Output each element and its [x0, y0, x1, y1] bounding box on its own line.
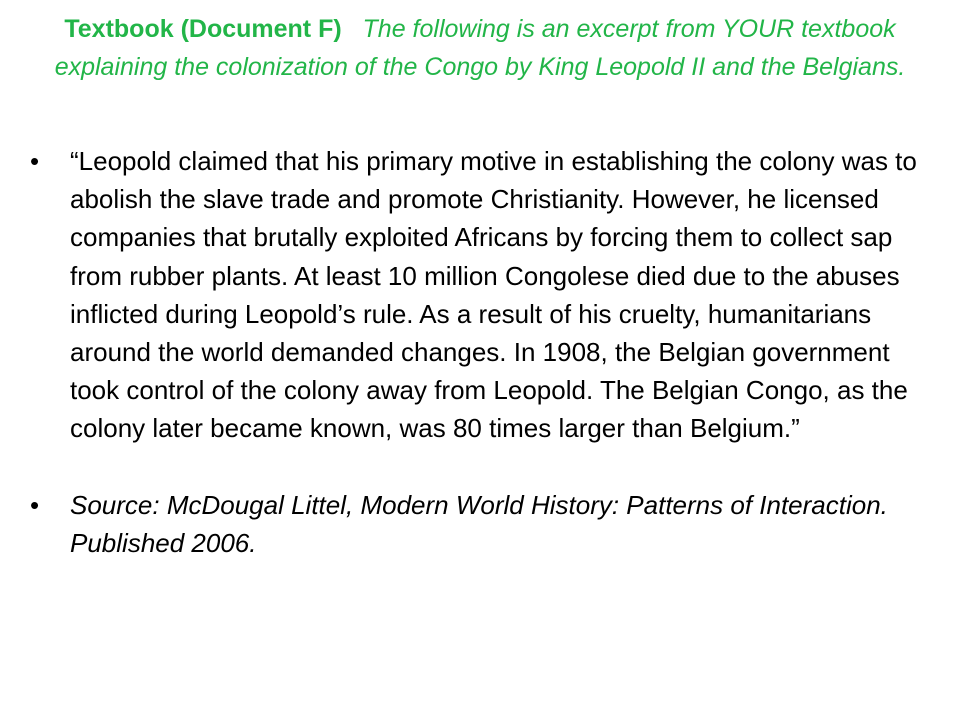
- source-citation: Source: McDougal Littel, Modern World History: Patterns of Interaction. Published 2006.: [70, 489, 888, 558]
- bullet-list: [28, 142, 918, 562]
- bullet-marker: •: [30, 489, 40, 520]
- slide-title: [40, 10, 920, 86]
- bullet-source: [28, 486, 918, 562]
- quote-text: “Leopold claimed that his primary motive in establishing the colony was to abolish the slave trade and promote Christianity. However, he licensed companies that brutally exploited Africans by forcing them to collect sap from rubber plants. At least 10 million Congolese died due to the abuses inflicted during Leopold’s rule. As a result of his cruelty, humanitarians around the world demanded changes. In 1908, the Belgian government took control of the colony away from Leopold. The Belgian Congo, as the colony later became known, was 80 times larger than Belgium.”: [70, 146, 917, 444]
- title-lead: Textbook (Document F): [64, 15, 342, 43]
- bullet-quote: [28, 142, 918, 448]
- bullet-marker: •: [30, 146, 40, 176]
- title-description: The following is an excerpt from YOUR textbook explaining the colonization of the Congo by King Leopold II and the Belgians.: [54, 15, 906, 81]
